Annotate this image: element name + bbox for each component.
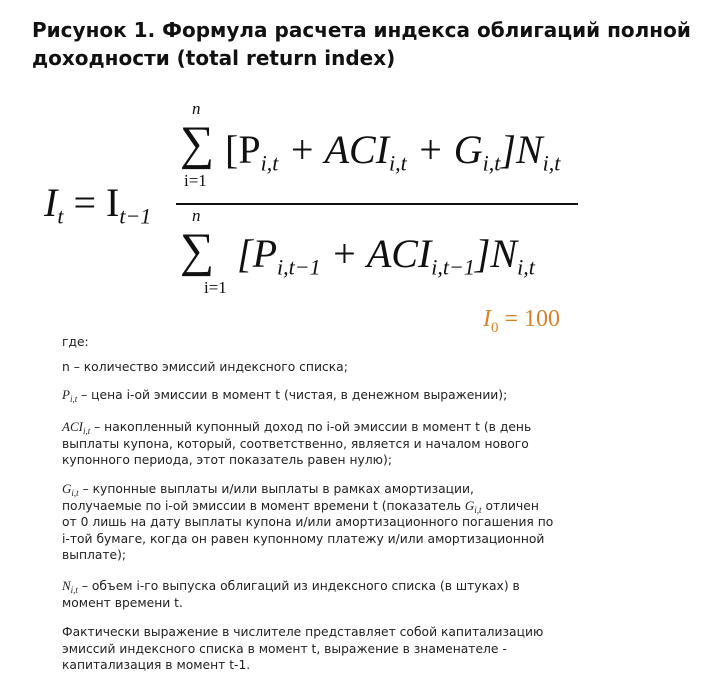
numerator: $[P_{i,t} + ACI_{i,t} + G_{i,t}]N_{i,t}$ xyxy=(225,127,561,176)
fraction-bar xyxy=(176,203,578,205)
title-line-1: Рисунок 1. Формула расчета индекса облигаций полной xyxy=(32,18,691,42)
den-sum-bottom: i=1 xyxy=(204,278,227,297)
def-aci: $ACI_{i,t}$ – накопленный купонный доход по i-ой эмиссии в момент t (в день выплаты купона, который, соответственно, является и началом нового купонного периода, этот показатель равен нулю); xyxy=(62,419,532,468)
def-p: $P_{i,t}$ – цена i-ой эмиссии в момент t (чистая, в денежном выражении); xyxy=(62,387,508,404)
initial-value: $I_0 = 100$ xyxy=(483,306,561,336)
formula-lhs: $I_t = I_{t-1}$ xyxy=(44,180,152,229)
denominator: $[P_{i,t-1} + ACI_{i,t-1}]N_{i,t}$ xyxy=(237,231,535,280)
title-line-2: доходности (total return index) xyxy=(32,46,396,70)
num-sum-bottom: i=1 xyxy=(184,171,207,190)
def-n: n – количество эмиссий индексного списка; xyxy=(62,360,348,374)
def-n-volume: $N_{i,t}$ – объем i-го выпуска облигаций из индексного списка (в штуках) в момент времени t. xyxy=(62,578,520,610)
figure-title xyxy=(32,16,691,72)
den-sum-top: n xyxy=(192,206,201,225)
den-sigma-icon: ∑ xyxy=(180,224,215,277)
num-sigma-icon: ∑ xyxy=(180,117,215,170)
num-sum-top: n xyxy=(192,99,201,118)
where-label: где: xyxy=(62,335,89,349)
def-g: $G_{i,t}$ – купонные выплаты и/или выплаты в рамках амортизации, получаемые по i-ой эмиссии в момент времени t (показатель $G_{i,t}$ отличен от 0 лишь на дату выплаты купона и/или амортизационного погашения по i-той бумаге, когда он равен купонному платежу и/или амортизационной выплате); xyxy=(62,481,554,563)
final-paragraph: Фактически выражение в числителе представляет собой капитализацию эмиссий индексного списка в момент t, выражение в знаменателе - капитализация в момент t-1. xyxy=(62,625,544,673)
